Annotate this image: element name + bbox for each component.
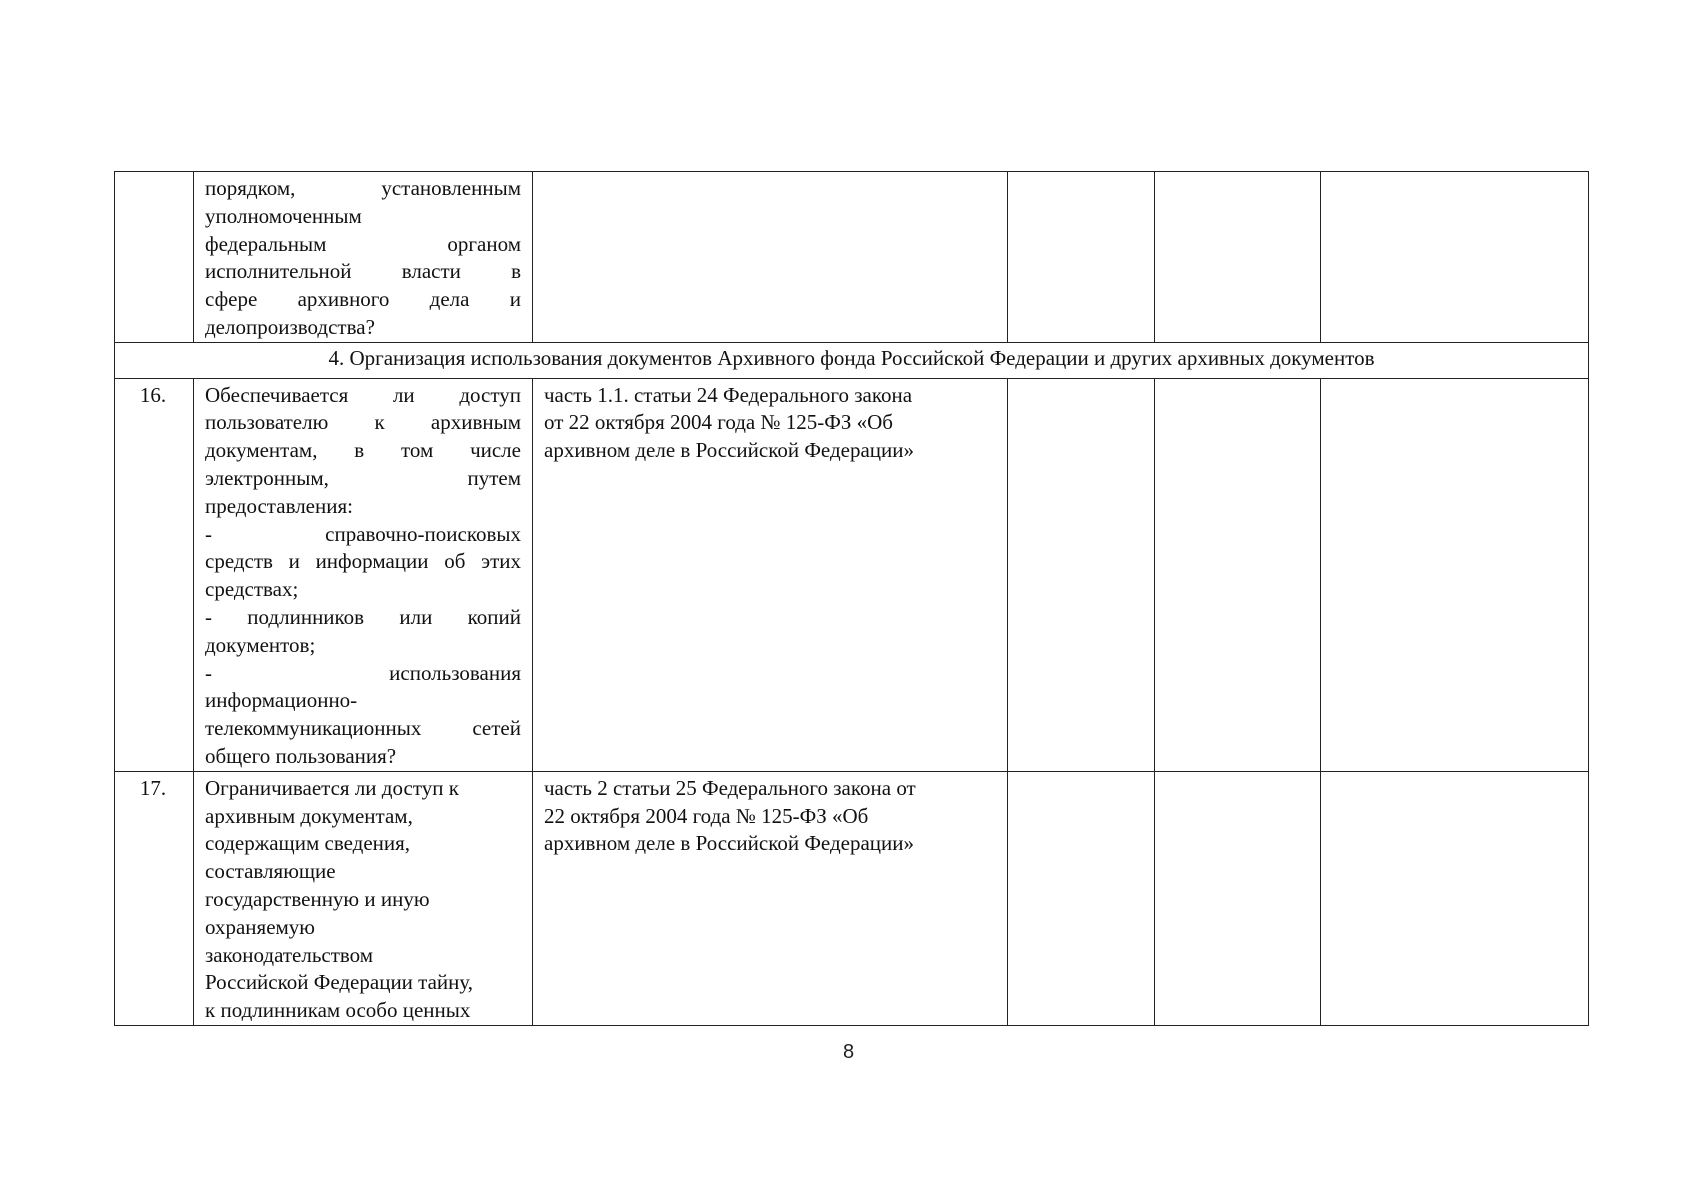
question-line: федеральным органом <box>205 231 521 256</box>
row-number: 16. <box>115 378 194 771</box>
question-line: делопроизводства? <box>205 314 375 339</box>
question-line: общего пользования? <box>205 743 397 768</box>
question-line: составляющие <box>205 859 336 884</box>
question-line: к подлинникам особо ценных <box>205 998 471 1023</box>
answer-no-cell <box>1155 378 1321 771</box>
table-row <box>115 771 1589 1025</box>
question-line: документам, в том числе <box>205 438 521 463</box>
reference-line: архивном деле в Российской Федерации» <box>544 438 914 463</box>
question-line: электронным, путем <box>205 465 521 490</box>
question-cell <box>194 172 533 343</box>
table-row-continued <box>115 172 1589 343</box>
reference-line: часть 1.1. статьи 24 Федерального закона <box>544 382 913 407</box>
question-line: Ограничивается ли доступ к <box>205 775 459 800</box>
question-line: порядком, установленным <box>205 176 521 200</box>
question-cell <box>194 771 533 1025</box>
question-line: пользователю к архивным <box>205 410 521 435</box>
question-line: документов; <box>205 632 316 657</box>
answer-no-cell <box>1155 172 1321 343</box>
question-line: уполномоченным <box>205 203 362 228</box>
table-row <box>115 378 1589 771</box>
question-line: средствах; <box>205 577 299 602</box>
notes-cell <box>1321 172 1589 343</box>
question-line: Обеспечивается ли доступ <box>205 382 521 407</box>
notes-cell <box>1321 378 1589 771</box>
question-line: - использования <box>205 660 521 685</box>
page-number: 8 <box>842 1041 855 1063</box>
reference-line: 22 октября 2004 года № 125-ФЗ «Об <box>544 803 869 828</box>
section-heading-row <box>115 342 1589 378</box>
question-line: государственную и иную <box>205 886 430 911</box>
question-line: - справочно-поисковых <box>205 521 521 546</box>
reference-line: часть 2 статьи 25 Федерального закона от <box>544 775 916 800</box>
question-line: Российской Федерации тайну, <box>205 970 474 995</box>
question-line: информационно- <box>205 688 358 713</box>
row-number: 17. <box>115 771 194 1025</box>
reference-cell <box>533 378 1008 771</box>
section-heading: 4. Организация использования документов Архивного фонда Российской Федерации и других архивных документов <box>115 342 1589 378</box>
answer-yes-cell <box>1008 172 1155 343</box>
question-line: архивным документам, <box>205 803 413 828</box>
reference-cell <box>533 771 1008 1025</box>
question-cell <box>194 378 533 771</box>
question-line: предоставления: <box>205 493 353 518</box>
reference-line: архивном деле в Российской Федерации» <box>544 831 914 856</box>
checklist-table <box>114 171 1589 1026</box>
question-line: исполнительной власти в <box>205 259 521 284</box>
question-line: - подлинников или копий <box>205 604 521 629</box>
question-line: сфере архивного дела и <box>205 287 521 312</box>
notes-cell <box>1321 771 1589 1025</box>
row-number-cell <box>115 172 194 343</box>
question-line: законодательством <box>205 942 374 967</box>
answer-no-cell <box>1155 771 1321 1025</box>
answer-yes-cell <box>1008 771 1155 1025</box>
answer-yes-cell <box>1008 378 1155 771</box>
question-line: охраняемую <box>205 914 315 939</box>
reference-cell <box>533 172 1008 343</box>
question-line: содержащим сведения, <box>205 831 411 856</box>
question-line: средств и информации об этих <box>205 549 521 574</box>
reference-line: от 22 октября 2004 года № 125-ФЗ «Об <box>544 410 893 435</box>
question-line: телекоммуникационных сетей <box>205 716 521 741</box>
